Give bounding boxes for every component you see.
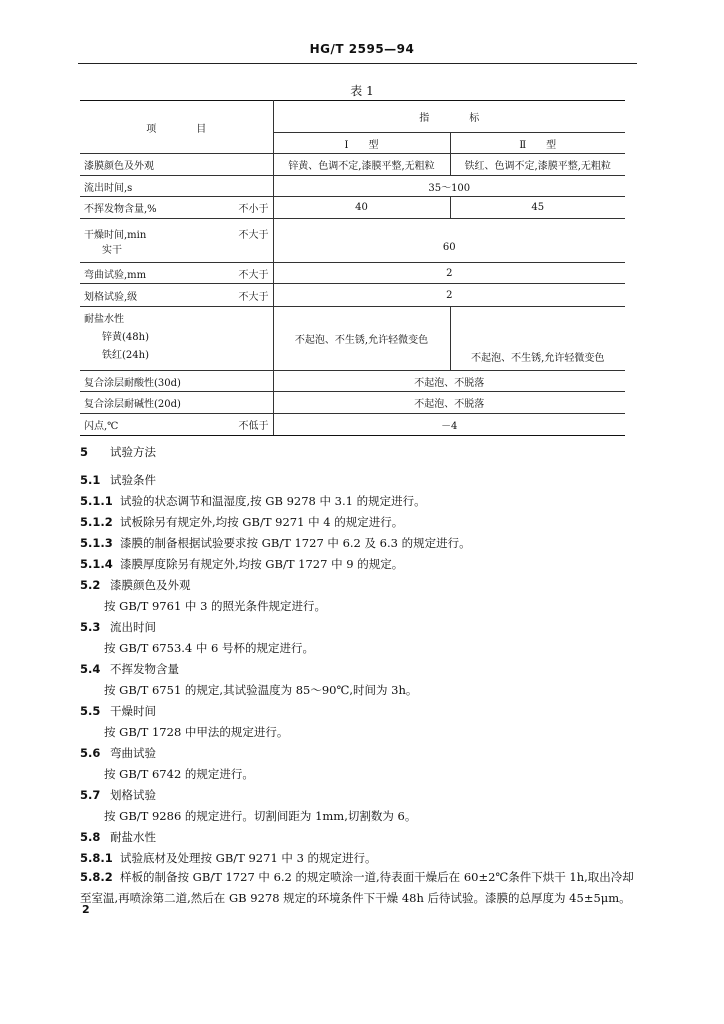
clause	[80, 850, 377, 866]
table-row	[80, 101, 625, 133]
clause-text: 按 GB/T 9286 的规定进行。切割间距为 1mm,切割数为 6。	[104, 809, 417, 823]
clause	[80, 493, 426, 509]
head-index: 指 标	[273, 101, 625, 133]
section-heading	[80, 444, 156, 460]
condition-text: 不小于	[238, 204, 269, 215]
cell: －4	[273, 414, 625, 436]
row-label: 漆膜颜色及外观	[80, 154, 273, 176]
clause-text: 试验底材及处理按 GB/T 9271 中 3 的规定进行。	[120, 851, 377, 865]
row-label: 流出时间,s	[80, 176, 273, 197]
section-heading	[80, 472, 156, 488]
clause-text: 按 GB/T 9761 中 3 的照光条件规定进行。	[104, 599, 327, 613]
table-row	[80, 197, 625, 219]
sub-label: 铁红(24h)	[102, 350, 149, 361]
label-text: 干燥时间,min	[84, 229, 147, 241]
clause	[80, 867, 636, 909]
head-item: 项 目	[80, 101, 273, 154]
label-text: 划格试验,级	[84, 291, 138, 303]
cell: 40	[273, 197, 450, 219]
section-heading	[80, 619, 156, 635]
section-title: 漆膜颜色及外观	[110, 578, 191, 592]
section-heading	[80, 703, 156, 719]
section-number: 5.1.4	[80, 557, 113, 571]
cell: 不起泡、不脱落	[273, 371, 625, 392]
cell: 不起泡、不生锈,允许轻微变色	[450, 307, 625, 371]
section-number: 5.7	[80, 788, 101, 802]
section-number: 5.1.2	[80, 515, 113, 529]
cell: 铁红、色调不定,漆膜平整,无粗粒	[450, 154, 625, 176]
row-label: 复合涂层耐碱性(20d)	[80, 392, 273, 414]
row-label: 复合涂层耐酸性(30d)	[80, 371, 273, 392]
section-number: 5.4	[80, 662, 101, 676]
section-number: 5.8	[80, 830, 101, 844]
clause-text: 漆膜厚度除另有规定外,均按 GB/T 1727 中 9 的规定。	[120, 557, 404, 571]
spec-table	[80, 100, 625, 436]
clause	[80, 556, 403, 572]
header-rule	[78, 63, 637, 64]
sub-label: 实干	[102, 244, 122, 256]
cell: 60	[273, 219, 625, 263]
standard-code: HG/T 2595—94	[309, 42, 415, 56]
section-number: 5.8.1	[80, 851, 113, 865]
clause-text: 按 GB/T 6753.4 中 6 号杯的规定进行。	[104, 641, 315, 655]
clause-text: 试验的状态调节和温湿度,按 GB 9278 中 3.1 的规定进行。	[120, 494, 426, 508]
cell: 35～100	[273, 176, 625, 197]
label-text: 闪点,℃	[84, 421, 119, 432]
section-number: 5	[80, 445, 89, 459]
section-number: 5.1	[80, 473, 101, 487]
section-number: 5.2	[80, 578, 101, 592]
row-label	[80, 414, 273, 436]
clause-text: 按 GB/T 6751 的规定,其试验温度为 85～90℃,时间为 3h。	[104, 683, 418, 697]
clause-text: 样板的制备按 GB/T 1727 中 6.2 的规定喷涂一道,待表面干燥后在 60±2℃条件下烘干 1h,取出冷却至室温,再喷涂第二道,然后在 GB 9278 规定的环境条件下干燥 48h 后待试验。漆膜的总厚度为 45±5μm。	[80, 870, 634, 905]
section-heading	[80, 829, 156, 845]
section-title: 试验方法	[110, 445, 156, 459]
clause-text: 试板除另有规定外,均按 GB/T 9271 中 4 的规定进行。	[120, 515, 404, 529]
table-row	[80, 392, 625, 414]
table-row	[80, 176, 625, 197]
condition-text: 不大于	[238, 269, 269, 281]
head-type1: Ⅰ 型	[273, 133, 450, 154]
cell: 45	[450, 197, 625, 219]
cell: 不起泡、不脱落	[273, 392, 625, 414]
row-label	[80, 197, 273, 219]
condition-text: 不大于	[238, 229, 269, 241]
cell: 2	[273, 284, 625, 307]
table-row	[80, 154, 625, 176]
section-number: 5.8.2	[80, 870, 113, 884]
section-title: 流出时间	[110, 620, 156, 634]
section-number: 5.1.1	[80, 494, 113, 508]
sub-label: 锌黄(48h)	[102, 332, 149, 343]
clause	[80, 514, 403, 530]
head-type2: Ⅱ 型	[450, 133, 625, 154]
section-title: 干燥时间	[110, 704, 156, 718]
cell: 2	[273, 263, 625, 284]
section-heading	[80, 661, 179, 677]
table-row	[80, 414, 625, 436]
table-row	[80, 284, 625, 307]
clause-text: 漆膜的制备根据试验要求按 GB/T 1727 中 6.2 及 6.3 的规定进行。	[120, 536, 471, 550]
section-number: 5.6	[80, 746, 101, 760]
label-text: 耐盐水性	[84, 314, 124, 325]
row-label	[80, 284, 273, 307]
section-title: 划格试验	[110, 788, 156, 802]
table-row	[80, 307, 625, 371]
section-number: 5.3	[80, 620, 101, 634]
page-number: 2	[82, 903, 90, 916]
section-heading	[80, 577, 191, 593]
table-row	[80, 263, 625, 284]
row-label	[80, 307, 273, 371]
table-caption: 表 1	[350, 84, 374, 98]
cell: 不起泡、不生锈,允许轻微变色	[273, 307, 450, 371]
section-title: 试验条件	[110, 473, 156, 487]
section-heading	[80, 787, 156, 803]
label-text: 弯曲试验,mm	[84, 269, 147, 281]
label-text: 不挥发物含量,%	[84, 204, 157, 215]
section-heading	[80, 745, 156, 761]
section-title: 不挥发物含量	[110, 662, 179, 676]
section-number: 5.1.3	[80, 536, 113, 550]
condition-text: 不大于	[238, 291, 269, 303]
section-number: 5.5	[80, 704, 101, 718]
clause	[80, 535, 471, 551]
clause-text: 按 GB/T 1728 中甲法的规定进行。	[104, 725, 289, 739]
row-label	[80, 219, 273, 263]
section-title: 耐盐水性	[110, 830, 156, 844]
table-row	[80, 219, 625, 263]
clause-text: 按 GB/T 6742 的规定进行。	[104, 767, 254, 781]
table-row	[80, 371, 625, 392]
row-label	[80, 263, 273, 284]
condition-text: 不低于	[238, 421, 269, 432]
section-title: 弯曲试验	[110, 746, 156, 760]
cell: 锌黄、色调不定,漆膜平整,无粗粒	[273, 154, 450, 176]
